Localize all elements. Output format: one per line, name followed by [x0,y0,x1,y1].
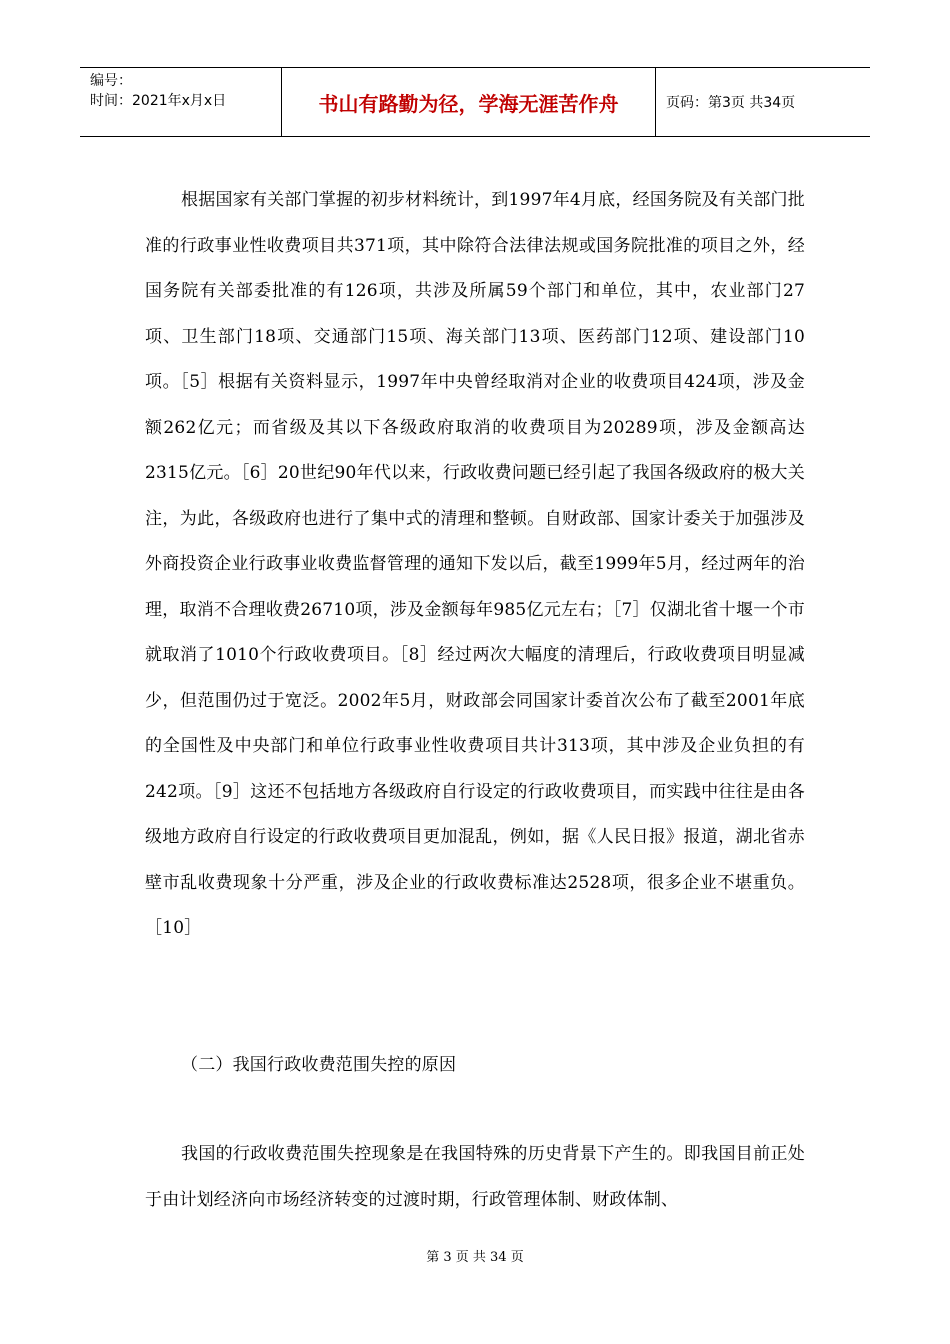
header-info-cell [80,68,282,136]
section-heading-block [145,1043,805,1089]
paragraph-1: 根据国家有关部门掌握的初步材料统计，到1997年4月底，经国务院及有关部门批准的行政事业性收费项目共371项，其中除符合法律法规或国务院批准的项目之外，经国务院有关部委批准的有126项，共涉及所属59个部门和单位，其中，农业部门27项、卫生部门18项、交通部门15项、海关部门13项、医药部门12项、建设部门10项。［5］根据有关资料显示，1997年中央曾经取消对企业的收费项目424项，涉及金额262亿元；而省级及其以下各级政府取消的收费项目为20289项，涉及金额高达2315亿元。［6］20世纪90年代以来，行政收费问题已经引起了我国各级政府的极大关注，为此，各级政府也进行了集中式的清理和整顿。自财政部、国家计委关于加强涉及外商投资企业行政事业收费监督管理的通知下发以后，截至1999年5月，经过两年的治理，取消不合理收费26710项，涉及金额每年985亿元左右；［7］仅湖北省十堰一个市就取消了1010个行政收费项目。［8］经过两次大幅度的清理后，行政收费项目明显减少，但范围仍过于宽泛。2002年5月，财政部会同国家计委首次公布了截至2001年底的全国性及中央部门和单位行政事业性收费项目共计313项，其中涉及企业负担的有242项。［9］这还不包括地方各级政府自行设定的行政收费项目，而实践中往往是由各级地方政府自行设定的行政收费项目更加混乱，例如，据《人民日报》报道，湖北省赤壁市乱收费现象十分严重，涉及企业的行政收费标准达2528项，很多企业不堪重负。［10］ [145,190,805,938]
page-header [80,67,870,137]
header-page-code: 页码：第3页 共34页 [666,95,796,111]
doc-number-label: 编号： [90,73,132,89]
paragraph-2-block [145,1132,805,1223]
header-motto: 书山有路勤为径，学海无涯苦作舟 [282,68,656,136]
main-content [145,178,805,952]
section-heading: （二）我国行政收费范围失控的原因 [181,1055,457,1075]
paragraph-2: 我国的行政收费范围失控现象是在我国特殊的历史背景下产生的。即我国目前正处于由计划经济向市场经济转变的过渡时期，行政管理体制、财政体制、 [145,1144,805,1210]
page-footer: 第 3 页 共 34 页 [426,1250,524,1265]
date-label: 时间：2021年x月x日 [90,93,227,109]
